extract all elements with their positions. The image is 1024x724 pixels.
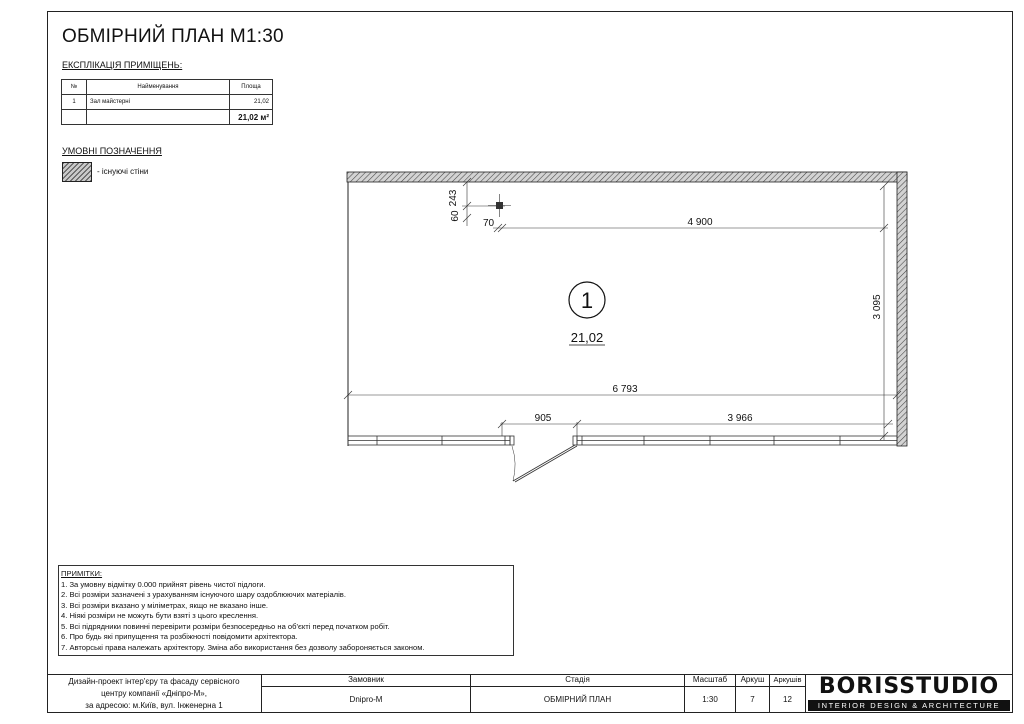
note-item: 6. Про будь які припущення та розбіжності повідомити архітектора.: [61, 632, 298, 641]
studio-logo: [808, 676, 1010, 712]
dimension-lines: [344, 178, 901, 440]
sheet-value: 7: [735, 687, 769, 713]
glazing-right: [577, 436, 897, 445]
room-area: 21,02: [570, 330, 604, 345]
note-item: 2. Всі розміри зазначені з урахуванням існуючого шару оздоблюючих матеріалів.: [61, 590, 346, 599]
dim-6793: 6 793: [612, 384, 638, 395]
project-description: Дизайн-проект інтер'єру та фасаду сервісного центру компанії «Дніпро-М», за адресою: м.Київ, вул. Інженерна 1: [68, 677, 240, 710]
sheets-value: 12: [769, 687, 805, 713]
dim-4900: 4 900: [687, 217, 713, 228]
note-item: 4. Ніякі розміри не можуть бути взяті з цього креслення.: [61, 611, 259, 620]
wall-top: [347, 172, 907, 182]
logo-sub: INTERIOR DESIGN & ARCHITECTURE: [808, 700, 1010, 711]
dim-905: 905: [534, 413, 552, 424]
room-number: 1: [580, 288, 594, 313]
note-item: 5. Всі підрядники повинні перевірити розміри безпосередньо на об'єкті перед початком робіт.: [61, 621, 390, 631]
client-value: Dnipro-M: [261, 687, 470, 713]
wall-right: [897, 172, 907, 446]
logo-main: BORISSTUDIO: [818, 674, 1000, 699]
scale-label: Масштаб: [684, 675, 735, 687]
ceiling-point-marker: [488, 194, 511, 217]
col-name-header: Найменування: [87, 80, 230, 95]
dim-3966: 3 966: [727, 413, 753, 424]
glazing-left: [348, 436, 510, 445]
row-area: 21,02: [230, 95, 273, 110]
note-item: 7. Авторські права належать архітектору. Зміна або використання без дозволу забороняється законом.: [61, 642, 425, 652]
client-label: Замовник: [261, 675, 470, 687]
notes-box: [58, 565, 514, 656]
row-name: Зал майстерні: [87, 95, 230, 110]
door: [510, 436, 577, 482]
scale-value: 1:30: [684, 687, 735, 713]
legend-walls-label: - існуючі стіни: [97, 167, 149, 176]
explication-heading: ЕКСПЛІКАЦІЯ ПРИМІЩЕНЬ:: [62, 60, 183, 70]
stage-value: ОБМІРНИЙ ПЛАН: [470, 687, 684, 713]
dim-3095: 3 095: [872, 294, 883, 320]
sheet-label: Аркуш: [735, 675, 769, 687]
legend-heading: УМОВНІ ПОЗНАЧЕННЯ: [62, 146, 162, 156]
notes-heading: ПРИМІТКИ:: [61, 569, 103, 578]
col-no-header: №: [62, 80, 87, 95]
row-no: 1: [62, 95, 87, 110]
dim-70: 70: [483, 218, 495, 229]
total-area: 21,02 м²: [230, 110, 273, 125]
dim-60: 60: [450, 210, 461, 222]
stage-label: Стадія: [470, 675, 684, 687]
sheets-label: Аркушів: [769, 675, 805, 687]
dim-243: 243: [448, 189, 459, 207]
col-area-header: Площа: [230, 80, 273, 95]
note-item: 1. За умовну відмітку 0.000 прийнят рівень чистої підлоги.: [61, 579, 266, 589]
note-item: 3. Всі розміри вказано у міліметрах, якщо не вказано інше.: [61, 600, 269, 610]
page-title: ОБМІРНИЙ ПЛАН М1:30: [62, 26, 284, 47]
